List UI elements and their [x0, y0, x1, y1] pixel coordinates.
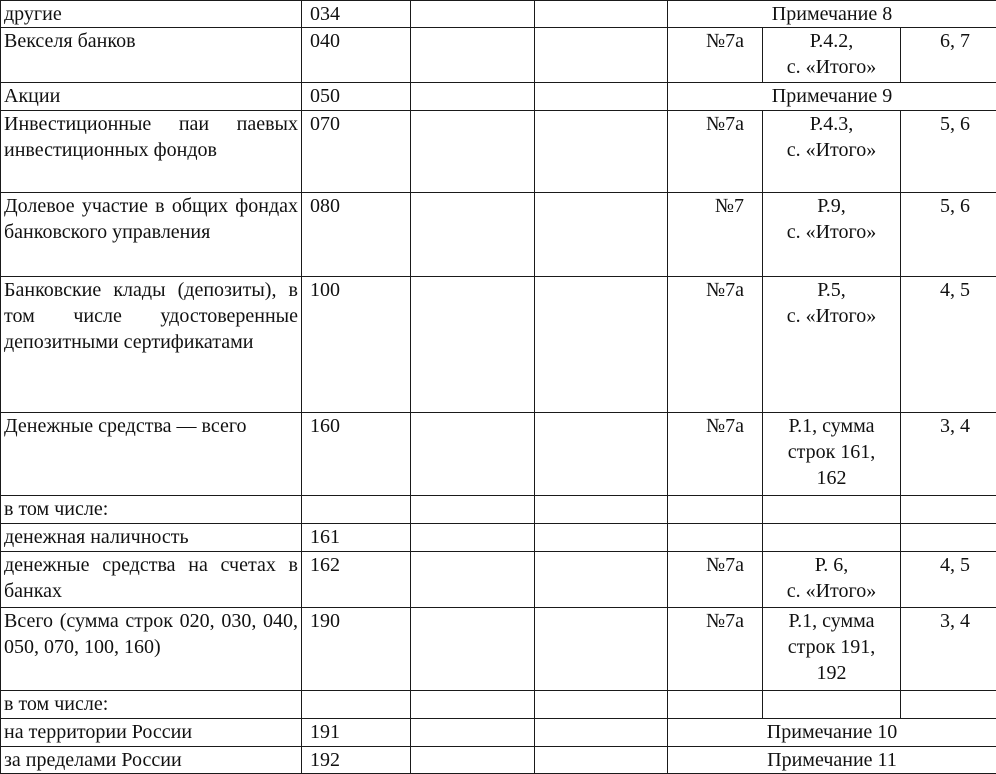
table-row — [1, 413, 996, 496]
row-note: Примечание 9 — [668, 83, 996, 111]
row-columns: 5, 6 — [901, 193, 996, 277]
row-name: Банковские клады (депозиты), в том числе удостоверенные депозитными сертификатами — [1, 277, 302, 413]
row-name: Всего (сумма строк 020, 030, 040, 050, 070, 100, 160) — [1, 608, 302, 691]
row-code: 192 — [302, 747, 411, 774]
row-code: 070 — [302, 111, 411, 193]
row-reference: Р.4.3, с. «Итого» — [763, 111, 901, 193]
row-name: Денежные средства — всего — [1, 413, 302, 496]
table-row — [1, 1, 996, 28]
row-name: в том числе: — [1, 496, 302, 524]
row-columns: 4, 5 — [901, 277, 996, 413]
row-columns: 5, 6 — [901, 111, 996, 193]
row-code: 161 — [302, 524, 411, 552]
row-note: Примечание 11 — [668, 747, 996, 774]
table-row — [1, 608, 996, 691]
row-reference: Р.4.2, с. «Итого» — [763, 28, 901, 83]
table-row — [1, 111, 996, 193]
table-row — [1, 719, 996, 747]
row-reference: Р. 6, с. «Итого» — [763, 552, 901, 608]
row-name: Акции — [1, 83, 302, 111]
row-code: 100 — [302, 277, 411, 413]
row-name: Долевое участие в общих фондах банковского управления — [1, 193, 302, 277]
row-code: 160 — [302, 413, 411, 496]
table-row — [1, 691, 996, 719]
row-form: №7а — [668, 552, 763, 608]
row-code: 162 — [302, 552, 411, 608]
row-reference: Р.1, сумма строк 191, 192 — [763, 608, 901, 691]
row-form: №7а — [668, 111, 763, 193]
row-form: №7а — [668, 608, 763, 691]
row-form: №7а — [668, 277, 763, 413]
table-row — [1, 277, 996, 413]
row-code: 191 — [302, 719, 411, 747]
table-row — [1, 28, 996, 83]
row-columns: 6, 7 — [901, 28, 996, 83]
row-code: 190 — [302, 608, 411, 691]
row-name: денежные средства на счетах в банках — [1, 552, 302, 608]
row-form: №7 — [668, 193, 763, 277]
row-form: №7а — [668, 28, 763, 83]
row-columns: 3, 4 — [901, 608, 996, 691]
row-name: в том числе: — [1, 691, 302, 719]
row-columns: 4, 5 — [901, 552, 996, 608]
row-columns: 3, 4 — [901, 413, 996, 496]
row-reference: Р.5, с. «Итого» — [763, 277, 901, 413]
row-name: Векселя банков — [1, 28, 302, 83]
row-name: другие — [1, 1, 302, 28]
row-form: №7а — [668, 413, 763, 496]
row-code: 040 — [302, 28, 411, 83]
table-row — [1, 552, 996, 608]
row-name: Инвестиционные паи паевых инвестиционных фондов — [1, 111, 302, 193]
row-code: 050 — [302, 83, 411, 111]
row-name: на территории России — [1, 719, 302, 747]
table-row — [1, 747, 996, 774]
row-name: за пределами России — [1, 747, 302, 774]
row-note: Примечание 8 — [668, 1, 996, 28]
row-name: денежная наличность — [1, 524, 302, 552]
row-code: 034 — [302, 1, 411, 28]
table-row — [1, 83, 996, 111]
table-row — [1, 496, 996, 524]
table-row — [1, 193, 996, 277]
row-note: Примечание 10 — [668, 719, 996, 747]
row-code: 080 — [302, 193, 411, 277]
table-row — [1, 524, 996, 552]
row-reference: Р.1, сумма строк 161, 162 — [763, 413, 901, 496]
row-reference: Р.9, с. «Итого» — [763, 193, 901, 277]
